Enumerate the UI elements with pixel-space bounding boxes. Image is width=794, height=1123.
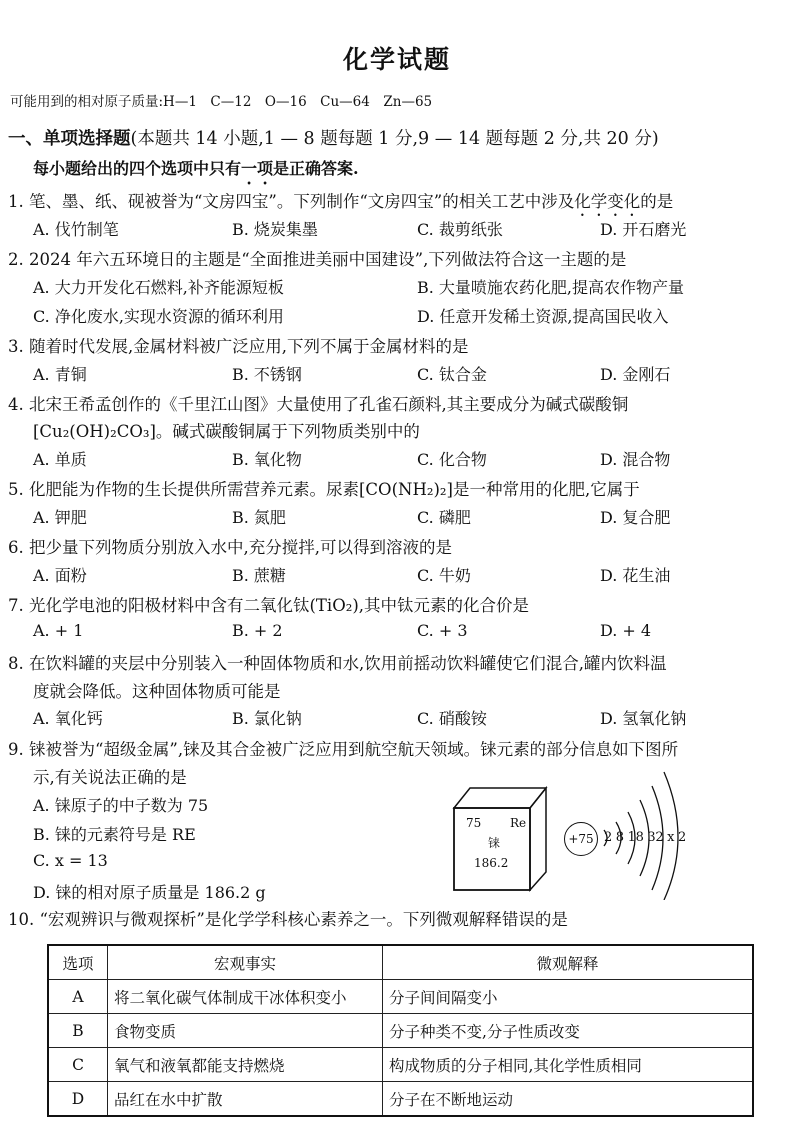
section-instruction: 每小题给出的四个选项中只有一项是正确答案. bbox=[33, 159, 359, 178]
table-header-row bbox=[48, 945, 753, 980]
answer-table bbox=[47, 944, 754, 1117]
q4-option-d: D. 混合物 bbox=[600, 450, 671, 469]
q1-option-b: B. 烧炭集墨 bbox=[232, 220, 318, 239]
q7-option-d: D. + 4 bbox=[600, 621, 652, 640]
q5-option-c: C. 磷肥 bbox=[417, 508, 471, 527]
question-8-stem: 8. 在饮料罐的夹层中分别装入一种固体物质和水,饮用前摇动饮料罐使它们混合,罐内饮料温 bbox=[8, 654, 667, 673]
table-row: A 将二氧化碳气体制成干冰体积变小 分子间间隔变小 bbox=[48, 980, 753, 1014]
q1-option-a: A. 伐竹制笔 bbox=[33, 220, 119, 239]
table-row: B 食物变质 分子种类不变,分子性质改变 bbox=[48, 1014, 753, 1048]
question-9-stem-cont: 示,有关说法正确的是 bbox=[33, 768, 187, 787]
q6-option-b: B. 蔗糖 bbox=[232, 566, 286, 585]
q8-option-c: C. 硝酸铵 bbox=[417, 709, 487, 728]
element-card bbox=[448, 780, 550, 892]
element-mass: 186.2 bbox=[474, 856, 509, 870]
question-4-stem: 4. 北宋王希孟创作的《千里江山图》大量使用了孔雀石颜料,其主要成分为碱式碳酸铜 bbox=[8, 395, 629, 414]
q2-option-c: C. 净化废水,实现水资源的循环利用 bbox=[33, 307, 284, 326]
q3-option-d: D. 金刚石 bbox=[600, 365, 671, 384]
question-6-stem: 6. 把少量下列物质分别放入水中,充分搅拌,可以得到溶液的是 bbox=[8, 538, 452, 557]
q3-option-b: B. 不锈钢 bbox=[232, 365, 302, 384]
q6-option-d: D. 花生油 bbox=[600, 566, 671, 585]
q2-option-d: D. 任意开发稀土资源,提高国民收入 bbox=[417, 307, 669, 326]
shell-electron-counts: 2 8 18 32 x 2 bbox=[604, 830, 686, 845]
question-1-stem: 1. 笔、墨、纸、砚被誉为“文房四宝”。下列制作“文房四宝”的相关工艺中涉及化学变化的是 bbox=[8, 192, 674, 211]
q9-option-d: D. 铼的相对原子质量是 186.2 g bbox=[33, 883, 266, 902]
q7-option-a: A. + 1 bbox=[33, 621, 84, 640]
q8-option-b: B. 氯化钠 bbox=[232, 709, 302, 728]
page-title: 化学试题 bbox=[342, 45, 451, 74]
q9-option-c: C. x = 13 bbox=[33, 851, 108, 870]
question-4-stem-cont: [Cu₂(OH)₂CO₃]。碱式碳酸铜属于下列物质类别中的 bbox=[33, 422, 420, 441]
q5-option-d: D. 复合肥 bbox=[600, 508, 671, 527]
q1-option-d: D. 开石磨光 bbox=[600, 220, 687, 239]
atomic-masses: 可能用到的相对原子质量:H—1 C—12 O—16 Cu—64 Zn—65 bbox=[10, 94, 433, 110]
element-name: 铼 bbox=[488, 836, 501, 850]
table-row: D 品红在水中扩散 分子在不断地运动 bbox=[48, 1082, 753, 1117]
table-row: C 氧气和液氧都能支持燃烧 构成物质的分子相同,其化学性质相同 bbox=[48, 1048, 753, 1082]
q5-option-a: A. 钾肥 bbox=[33, 508, 87, 527]
q3-option-a: A. 青铜 bbox=[33, 365, 87, 384]
table-header: 微观解释 bbox=[383, 945, 754, 980]
question-2-stem: 2. 2024 年六五环境日的主题是“全面推进美丽中国建设”,下列做法符合这一主题的是 bbox=[8, 250, 627, 269]
question-10-stem: 10. “宏观辨识与微观探析”是化学学科核心素养之一。下列微观解释错误的是 bbox=[8, 910, 568, 929]
atom-structure-diagram bbox=[560, 760, 686, 900]
q7-option-b: B. + 2 bbox=[232, 621, 283, 640]
table-header: 选项 bbox=[48, 945, 108, 980]
element-number: 75 bbox=[466, 816, 482, 830]
q2-option-b: B. 大量喷施农药化肥,提高农作物产量 bbox=[417, 278, 685, 297]
q9-option-a: A. 铼原子的中子数为 75 bbox=[33, 796, 209, 815]
q8-option-a: A. 氧化钙 bbox=[33, 709, 103, 728]
q3-option-c: C. 钛合金 bbox=[417, 365, 487, 384]
nucleus: +75 bbox=[564, 822, 598, 856]
section-note: (本题共 14 小题,1 — 8 题每题 1 分,9 — 14 题每题 2 分,共 20 分) bbox=[130, 129, 659, 149]
q7-option-c: C. + 3 bbox=[417, 621, 468, 640]
table-header: 宏观事实 bbox=[108, 945, 383, 980]
q4-option-b: B. 氧化物 bbox=[232, 450, 302, 469]
question-7-stem: 7. 光化学电池的阳极材料中含有二氧化钛(TiO₂),其中钛元素的化合价是 bbox=[8, 596, 530, 615]
q9-option-b: B. 铼的元素符号是 RE bbox=[33, 825, 196, 844]
section-heading-line bbox=[8, 125, 659, 150]
element-symbol: Re bbox=[510, 816, 527, 830]
q1-option-c: C. 裁剪纸张 bbox=[417, 220, 503, 239]
question-9-stem: 9. 铼被誉为“超级金属”,铼及其合金被广泛应用到航空航天领域。铼元素的部分信息如下图所 bbox=[8, 740, 679, 759]
q4-option-c: C. 化合物 bbox=[417, 450, 487, 469]
q2-option-a: A. 大力开发化石燃料,补齐能源短板 bbox=[33, 278, 284, 297]
q6-option-c: C. 牛奶 bbox=[417, 566, 471, 585]
q8-option-d: D. 氢氧化钠 bbox=[600, 709, 687, 728]
question-8-stem-cont: 度就会降低。这种固体物质可能是 bbox=[33, 682, 281, 701]
question-5-stem: 5. 化肥能为作物的生长提供所需营养元素。尿素[CO(NH₂)₂]是一种常用的化肥,它属于 bbox=[8, 480, 640, 499]
question-3-stem: 3. 随着时代发展,金属材料被广泛应用,下列不属于金属材料的是 bbox=[8, 337, 469, 356]
section-heading: 一、单项选择题 bbox=[8, 129, 131, 149]
q5-option-b: B. 氮肥 bbox=[232, 508, 286, 527]
q6-option-a: A. 面粉 bbox=[33, 566, 87, 585]
q4-option-a: A. 单质 bbox=[33, 450, 87, 469]
